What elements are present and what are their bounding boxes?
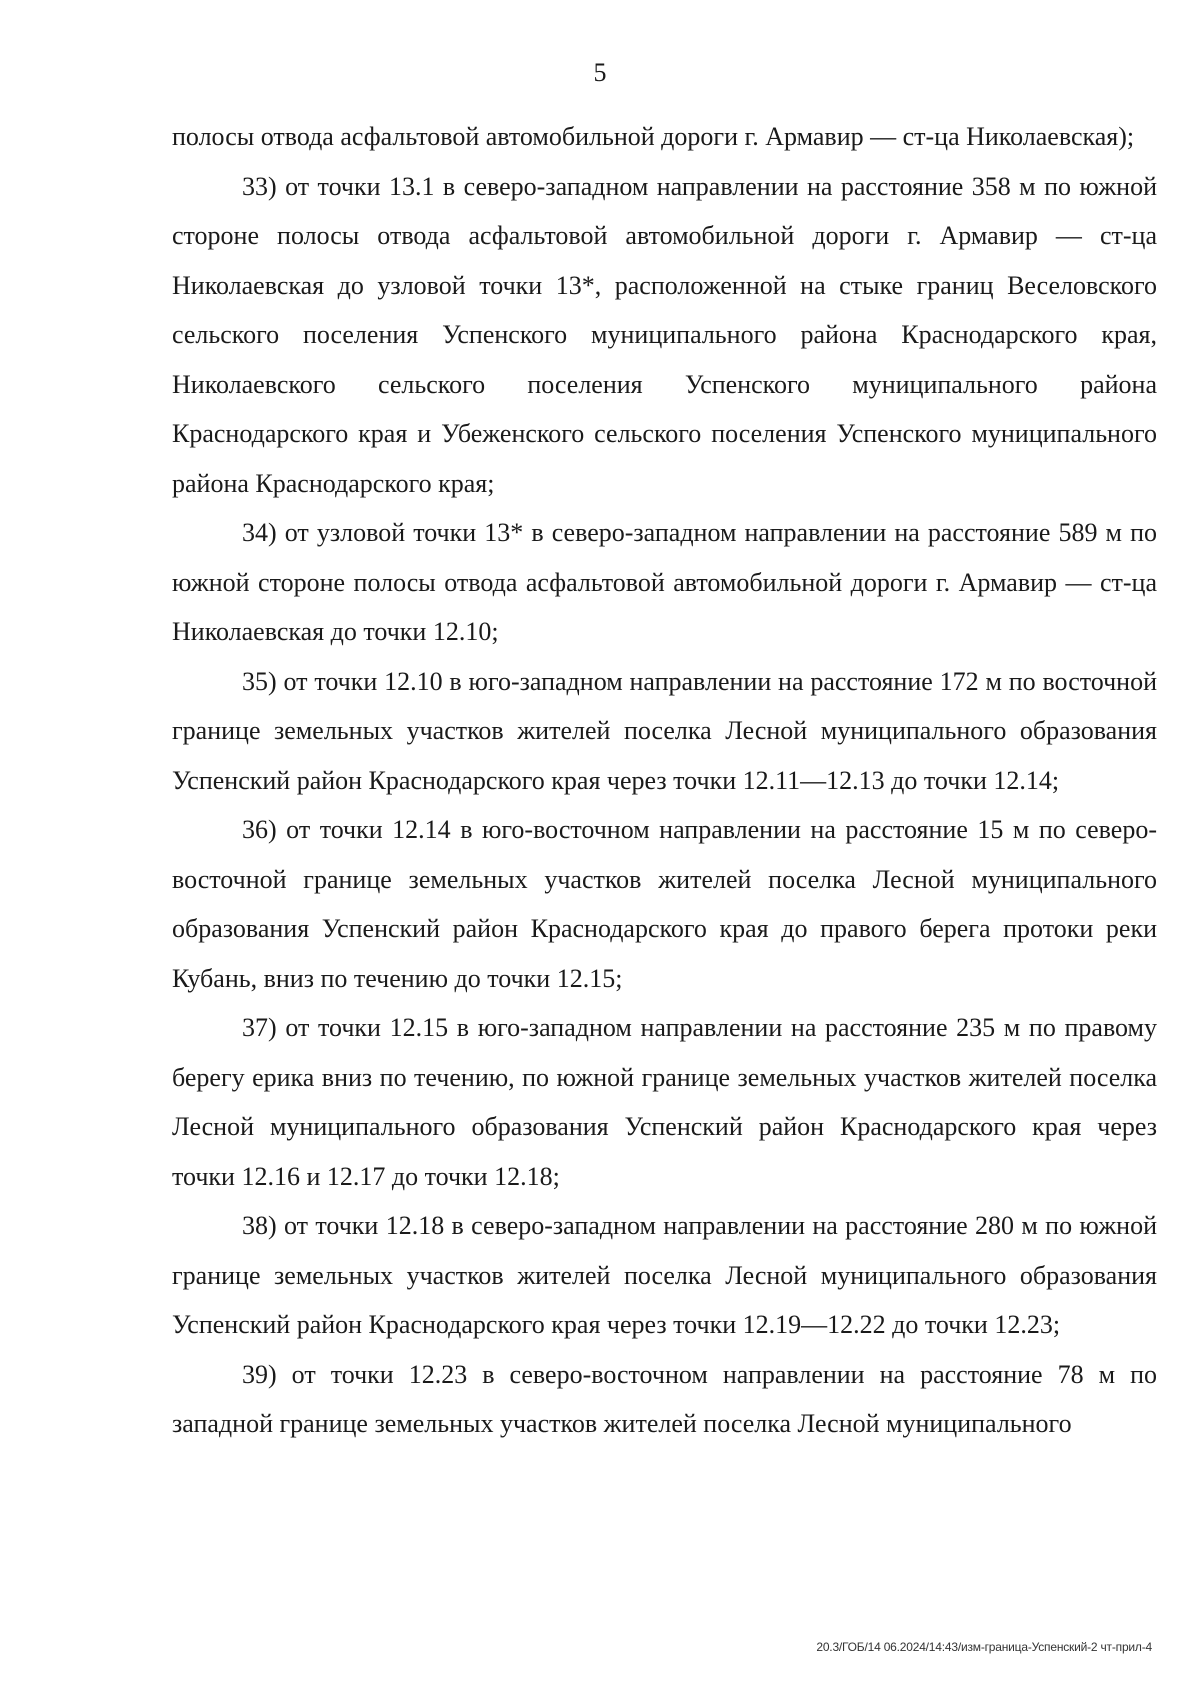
paragraph-item-36: 36) от точки 12.14 в юго-восточном направлении на расстояние 15 м по северо-восточной границе земельных участков жителей поселка Лесной муниципального образования Успенский район Краснодарского края до правого берега протоки реки Кубань, вниз по течению до точки 12.15; [172, 815, 1157, 993]
footer-document-code: 20.3/ГОБ/14 06.2024/14:43/изм-граница-Успенский-2 чт-прил-4 [816, 1640, 1152, 1654]
page-number: 5 [593, 58, 607, 87]
paragraph-item-34: 34) от узловой точки 13* в северо-западном направлении на расстояние 589 м по южной стороне полосы отвода асфальтовой автомобильной дороги г. Армавир — ст-ца Николаевская до точки 12.10; [172, 518, 1157, 646]
paragraph-item-33: 33) от точки 13.1 в северо-западном направлении на расстояние 358 м по южной стороне полосы отвода асфальтовой автомобильной дороги г. Армавир — ст-ца Николаевская до узловой точки 13*, расположенной на стыке границ Веселовского сельского поселения Успенского муниципального района Краснодарского края, Николаевского сельского поселения Успенского муниципального района Краснодарского края и Убеженского сельского поселения Успенского муниципального района Краснодарского края; [172, 171, 1157, 498]
paragraph-item-39: 39) от точки 12.23 в северо-восточном направлении на расстояние 78 м по западной границе земельных участков жителей поселка Лесной муниципального [172, 1359, 1157, 1438]
paragraph-continuation: полосы отвода асфальтовой автомобильной дороги г. Армавир — ст-ца Николаевская); [172, 122, 1135, 151]
paragraph-item-35: 35) от точки 12.10 в юго-западном направлении на расстояние 172 м по восточной границе земельных участков жителей поселка Лесной муниципального образования Успенский район Краснодарского края через точки 12.11—12.13 до точки 12.14; [172, 666, 1157, 795]
paragraph-item-38: 38) от точки 12.18 в северо-западном направлении на расстояние 280 м по южной границе земельных участков жителей поселка Лесной муниципального образования Успенский район Краснодарского края через точки 12.19—12.22 до точки 12.23; [172, 1211, 1157, 1339]
paragraph-item-37: 37) от точки 12.15 в юго-западном направлении на расстояние 235 м по правому берегу ерика вниз по течению, по южной границе земельных участков жителей поселка Лесной муниципального образования Успенский район Краснодарского края через точки 12.16 и 12.17 до точки 12.18; [172, 1013, 1157, 1191]
document-body [172, 112, 1157, 1449]
